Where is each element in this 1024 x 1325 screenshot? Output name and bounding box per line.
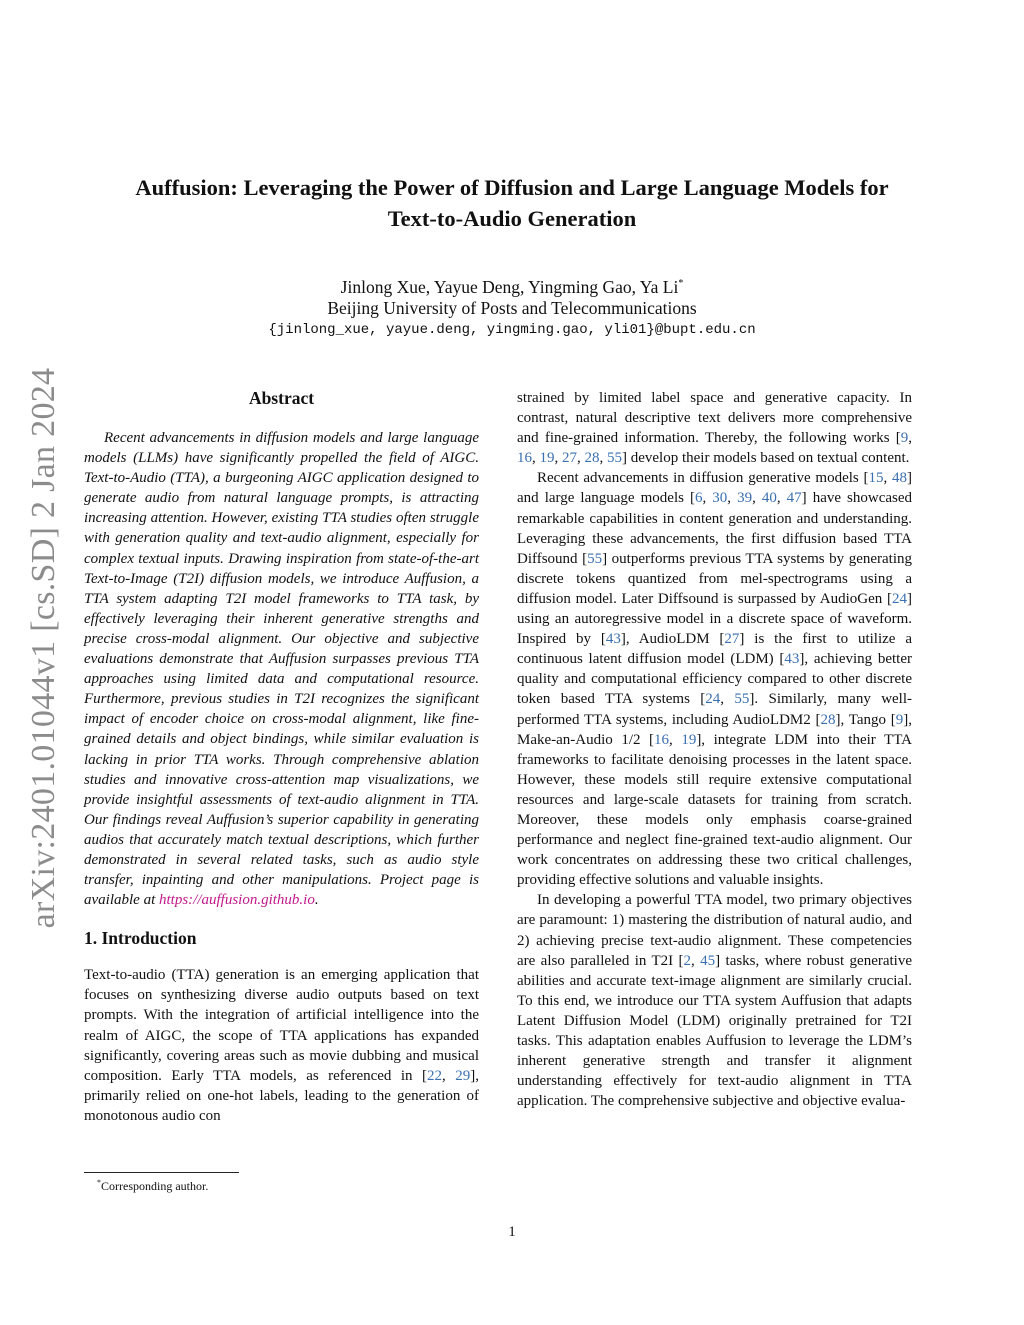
citation-link[interactable]: 55	[587, 550, 603, 567]
citation-link[interactable]: 29	[455, 1067, 471, 1084]
intro-paragraph-3: Recent advancements in diffusion generative models [15, 48] and large language models [6, 30, 39, 40, 47] have showcased remarkable capabilities in content generation and understanding. Leveraging these advancements, the first diffusion based TTA Diffsound [55] outperforms previous TTA systems by generating discrete tokens quantized from mel-spectrograms using a diffusion model. Later Diffsound is surpassed by AudioGen [24] using an autoregressive model in a discrete space of waveform. Inspired by [43], AudioLDM [27] is the first to utilize a continuous latent diffusion model (LDM) [43], achieving better quality and computational efficiency compared to other discrete token based TTA systems [24, 55]. Similarly, many well-performed TTA systems, including AudioLDM2 [28], Tango [9], Make-an-Audio 1/2 [16, 19], integrate LDM into their TTA frameworks to facilitate denoising processes in the latent space. However, these models still require extensive computational resources and large-scale datasets for training from scratch. Moreover, these models only emphasis coarse-grained performance and neglect fine-grained text-audio alignment. Our work concentrates on addressing these two critical challenges, providing effective solutions and valuable insights.	[517, 470, 913, 889]
citation-link[interactable]: 27	[724, 631, 740, 648]
abstract-body: Recent advancements in diffusion models and large language models (LLMs) have significantly propelled the field of AIGC. Text-to-Audio (TTA), a burgeoning AIGC application designed to generate audio from natural language prompts, is attracting increasing attention. However, existing TTA studies often struggle with generation quality and text-audio alignment, especially for complex textual inputs. Drawing inspiration from state-of-the-art Text-to-Image (T2I) diffusion models, we introduce Auffusion, a TTA system adapting T2I model frameworks to TTA task, by effectively leveraging their inherent generative strengths and precise cross-modal alignment. Our objective and subjective evaluations demonstrate that Auffusion surpasses previous TTA approaches using limited data and computational resource. Furthermore, previous studies in T2I recognizes the significant impact of encoder choice on cross-modal alignment, like fine-grained details and object bindings, while similar evaluation is lacking in prior TTA works. Through comprehensive ablation studies and innovative cross-attention map visualizations, we provide insightful assessments of text-audio alignment in TTA. Our findings reveal Auffusion’s superior capability in generating audios that accurately match textual descriptions, which further demonstrated in several related tasks, such as audio style transfer, inpainting and other manipulations. Project page is available at	[84, 430, 479, 909]
abstract-paragraph: Recent advancements in diffusion models and large language models (LLMs) have significantly propelled the field of AIGC. Text-to-Audio (TTA), a burgeoning AIGC application designed to generate audio from natural language prompts, is attracting increasing attention. However, existing TTA studies often struggle with generation quality and text-audio alignment, especially for complex textual inputs. Drawing inspiration from state-of-the-art Text-to-Image (T2I) diffusion models, we introduce Auffusion, a TTA system adapting T2I model frameworks to TTA task, by effectively leveraging their inherent generative strengths and precise cross-modal alignment. Our objective and subjective evaluations demonstrate that Auffusion surpasses previous TTA approaches using limited data and computational resource. Furthermore, previous studies in T2I recognizes the significant impact of encoder choice on cross-modal alignment, like fine-grained details and object bindings, while similar evaluation is lacking in prior TTA works. Through comprehensive ablation studies and innovative cross-attention map visualizations, we provide insightful assessments of text-audio alignment in TTA. Our findings reveal Auffusion’s superior capability in generating audios that accurately match textual descriptions, which further demonstrated in several related tasks, such as audio style transfer, inpainting and other manipulations. Project page is available at https://auffusion.github.io.	[84, 430, 479, 909]
citation-link[interactable]: 47	[786, 490, 802, 507]
footnote-divider	[84, 1172, 239, 1173]
paper-title	[80, 172, 944, 234]
affiliation: Beijing University of Posts and Telecommunications	[327, 298, 697, 318]
footnote-mark: *	[97, 1178, 101, 1187]
right-column	[517, 388, 912, 1111]
arxiv-id-text: arXiv:2401.01044v1 [cs.SD] 2 Jan 2024	[25, 367, 62, 929]
citation-link[interactable]: 9	[895, 711, 904, 728]
author-footnote-mark: *	[678, 278, 684, 289]
citation-link[interactable]: 22	[427, 1067, 443, 1084]
citation-link[interactable]: 28	[584, 450, 600, 467]
citation-link[interactable]: 2	[683, 952, 692, 969]
abstract-heading: Abstract	[248, 388, 315, 408]
page-number: 1	[508, 1224, 516, 1240]
author-names: Jinlong Xue, Yayue Deng, Yingming Gao, Ya Li	[340, 277, 679, 297]
left-column	[84, 386, 479, 1126]
citation-link[interactable]: 24	[892, 590, 907, 607]
author-list	[80, 272, 944, 299]
citation-link[interactable]: 48	[892, 470, 908, 487]
citation-link[interactable]: 55	[734, 691, 750, 708]
section-heading-introduction: 1. Introduction	[84, 928, 197, 949]
arxiv-side-stamp	[0, 0, 70, 1325]
intro-paragraph-1: Text-to-audio (TTA) generation is an emerging application that focuses on synthesizing diverse audio outputs based on text prompts. With the integration of artificial intelligence into the realm of AIGC, the scope of TTA applications has expanded significantly, covering areas such as movie dubbing and musical composition. Early TTA models, as referenced in [22, 29], primarily relied on one-hot labels, leading to the generation of monotonous audio con	[84, 967, 479, 1124]
citation-link[interactable]: 15	[868, 470, 884, 487]
citation-link[interactable]: 24	[705, 691, 721, 708]
citation-link[interactable]: 16	[654, 731, 670, 748]
intro-paragraph-2: strained by limited label space and generative capacity. In contrast, natural descriptive text delivers more comprehensive and fine-grained information. Thereby, the following works [9, 16, 19, 27, 28, 55] develop their models based on textual content.	[517, 390, 912, 467]
citation-link[interactable]: 28	[820, 711, 836, 728]
citation-link[interactable]: 16	[517, 450, 532, 467]
citation-link[interactable]: 55	[607, 450, 622, 467]
citation-link[interactable]: 19	[539, 450, 555, 467]
footnote-text: Corresponding author.	[101, 1179, 209, 1193]
title-line-2: Text-to-Audio Generation	[387, 206, 637, 231]
citation-link[interactable]: 27	[562, 450, 577, 467]
citation-link[interactable]: 6	[694, 490, 703, 507]
citation-link[interactable]: 40	[761, 490, 777, 507]
citation-link[interactable]: 19	[681, 731, 697, 748]
title-line-1: Auffusion: Leveraging the Power of Diffusion and Large Language Models for	[135, 175, 889, 200]
author-emails: {jinlong_xue, yayue.deng, yingming.gao, yli01}@bupt.edu.cn	[268, 322, 756, 338]
citation-link[interactable]: 45	[700, 952, 716, 969]
citation-link[interactable]: 43	[605, 631, 621, 648]
project-page-link[interactable]: https://auffusion.github.io	[159, 892, 315, 909]
footnote	[97, 1178, 208, 1194]
citation-link[interactable]: 30	[712, 490, 728, 507]
citation-link[interactable]: 9	[900, 430, 909, 447]
citation-link[interactable]: 43	[784, 651, 800, 668]
citation-link[interactable]: 39	[737, 490, 753, 507]
intro-paragraph-4: In developing a powerful TTA model, two primary objectives are paramount: 1) mastering the distribution of natural audio, and 2) achieving precise text-audio alignment. These competencies are also paralleled in T2I [2, 45] tasks, where robust generative abilities and accurate text-image alignment are similarly crucial. To this end, we introduce our TTA system Auffusion that adapts Latent Diffusion Model (LDM) originally pretrained for T2I tasks. This adaptation enables Auffusion to leverage the LDM’s inherent generative strength and transfer it alignment understanding effectively for text-audio alignment in TTA application. The comprehensive subjective and objective evalua-	[517, 892, 912, 1110]
